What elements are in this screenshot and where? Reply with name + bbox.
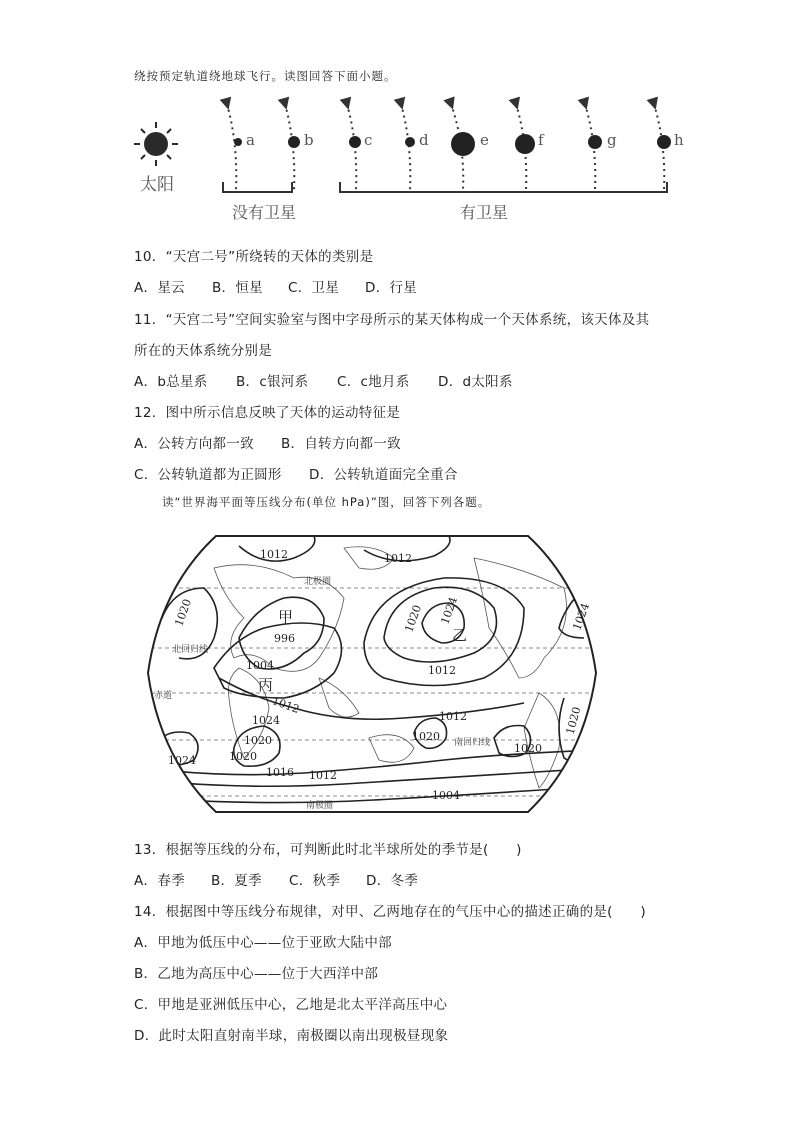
- planet-b: [285, 104, 314, 190]
- q14-option-a[interactable]: A．甲地为低压中心——位于亚欧大陆中部: [134, 935, 392, 951]
- place-yi: 乙: [452, 626, 468, 644]
- isobar-label: 1020: [514, 742, 542, 755]
- antarctic-circle-label: 南极圈: [306, 801, 334, 811]
- intro-text: 绕按预定轨道绕地球飞行。读图回答下面小题。: [134, 69, 397, 83]
- isobar-label: 996: [274, 632, 295, 645]
- isobar-label: 1024: [252, 714, 280, 727]
- planet-label: g: [607, 131, 617, 149]
- isobar-label: 1012: [439, 710, 467, 723]
- isobar-label: 1020: [563, 705, 584, 736]
- q11-option-c[interactable]: C．c地月系: [337, 374, 410, 390]
- isobar-label: 1020: [402, 603, 425, 635]
- isobar-label: 1012: [270, 694, 302, 717]
- q10-option-a[interactable]: A．星云: [134, 280, 185, 296]
- q13-options: [134, 869, 418, 889]
- q11-option-a[interactable]: A．b总星系: [134, 374, 208, 390]
- planet-label: a: [246, 131, 255, 149]
- isobar-label: 1024: [168, 754, 196, 767]
- planet-d: [401, 104, 429, 190]
- isobar-label: 1004: [432, 789, 460, 802]
- q14-option-c[interactable]: C．甲地是亚洲低压中心，乙地是北太平洋高压中心: [134, 997, 448, 1013]
- bracket-with-moon: [340, 182, 667, 192]
- q14-option-d[interactable]: D．此时太阳直射南半球，南极圈以南出现极昼现象: [134, 1028, 449, 1044]
- isobar-label: 1012: [384, 552, 412, 565]
- planet-a: [227, 104, 255, 190]
- q12-options-row1: [134, 432, 401, 452]
- equator-label: 赤道: [154, 691, 173, 701]
- planet-g: [585, 104, 617, 190]
- solar-system-diagram: [130, 92, 690, 227]
- bracket-no-moon: [223, 182, 292, 192]
- planet-label: b: [304, 131, 314, 149]
- isobar-label: 1012: [309, 769, 337, 782]
- map-intro: 读“世界海平面等压线分布(单位 hPa)”图，回答下列各题。: [162, 495, 491, 509]
- isobar-1004-south: [144, 786, 600, 803]
- tropic-cancer-label: 北回归线: [172, 645, 209, 655]
- q10-stem: 10．“天宫二号”所绕转的天体的类别是: [134, 249, 374, 265]
- q11-stem-line1: 11．“天宫二号”空间实验室与图中字母所示的某天体构成一个天体系统，该天体及其: [134, 312, 650, 328]
- isobar-label: 1012: [260, 548, 288, 561]
- sun-label: 太阳: [140, 175, 174, 195]
- planet-c: [347, 104, 372, 190]
- q11-option-b[interactable]: B．c银河系: [236, 374, 309, 390]
- planet-f: [515, 104, 545, 190]
- planet-h: [654, 104, 684, 190]
- q13-option-c[interactable]: C．秋季: [289, 873, 341, 889]
- planet-label: c: [364, 131, 373, 149]
- q13-option-d[interactable]: D．冬季: [366, 873, 419, 889]
- q12-option-b[interactable]: B．自转方向都一致: [281, 436, 401, 452]
- q10-option-c[interactable]: C．卫星: [288, 280, 340, 296]
- group-with-moon-label: 有卫星: [460, 203, 509, 222]
- q10-option-b[interactable]: B．恒星: [212, 280, 263, 296]
- isobar-label: 1004: [246, 659, 274, 672]
- q13-option-b[interactable]: B．夏季: [211, 873, 262, 889]
- group-no-moon-label: 没有卫星: [232, 203, 297, 222]
- planet-label: f: [538, 131, 544, 149]
- q14-stem: 14．根据图中等压线分布规律，对甲、乙两地存在的气压中心的描述正确的是( ): [134, 904, 646, 920]
- isobar-label: 1024: [438, 595, 461, 627]
- q13-option-a[interactable]: A．春季: [134, 873, 185, 889]
- q14-option-b[interactable]: B．乙地为高压中心——位于大西洋中部: [134, 966, 379, 982]
- q12-option-a[interactable]: A．公转方向都一致: [134, 436, 254, 452]
- sun-icon: [134, 122, 178, 166]
- q12-stem: 12．图中所示信息反映了天体的运动特征是: [134, 405, 401, 421]
- q11-stem-line2: 所在的天体系统分别是: [134, 343, 272, 359]
- map-outline: [148, 536, 596, 812]
- q12-options-row2: [134, 463, 458, 483]
- arctic-circle-label: 北极圈: [304, 577, 332, 587]
- isobar-1012-south: [144, 768, 600, 786]
- isobar-label: 1020: [229, 750, 257, 763]
- place-bing: 丙: [258, 676, 274, 694]
- isobar-label: 1024: [570, 601, 593, 633]
- planet-e: [451, 104, 489, 190]
- isobar-label: 1020: [412, 730, 440, 743]
- isobar-label: 1020: [172, 597, 195, 629]
- isobar-label: 1012: [428, 664, 456, 677]
- tropic-capricorn-label: 南回归线: [454, 738, 491, 748]
- q12-option-c[interactable]: C．公转轨道都为正圆形: [134, 467, 282, 483]
- isobar-1020-ring: [384, 587, 497, 662]
- planet-label: e: [480, 131, 489, 149]
- q13-stem: 13．根据等压线的分布，可判断此时北半球所处的季节是( ): [134, 842, 522, 858]
- isobar-map: [144, 528, 600, 818]
- q11-option-d[interactable]: D．d太阳系: [438, 374, 513, 390]
- planet-label: d: [419, 131, 429, 149]
- q10-options: [134, 276, 417, 296]
- q10-option-d[interactable]: D．行星: [365, 280, 418, 296]
- q12-option-d[interactable]: D．公转轨道面完全重合: [309, 467, 458, 483]
- place-jia: 甲: [278, 608, 294, 626]
- planet-label: h: [674, 131, 684, 149]
- q11-options: [134, 370, 513, 390]
- isobar-label: 1016: [266, 766, 294, 779]
- isobar-label: 1020: [244, 734, 272, 747]
